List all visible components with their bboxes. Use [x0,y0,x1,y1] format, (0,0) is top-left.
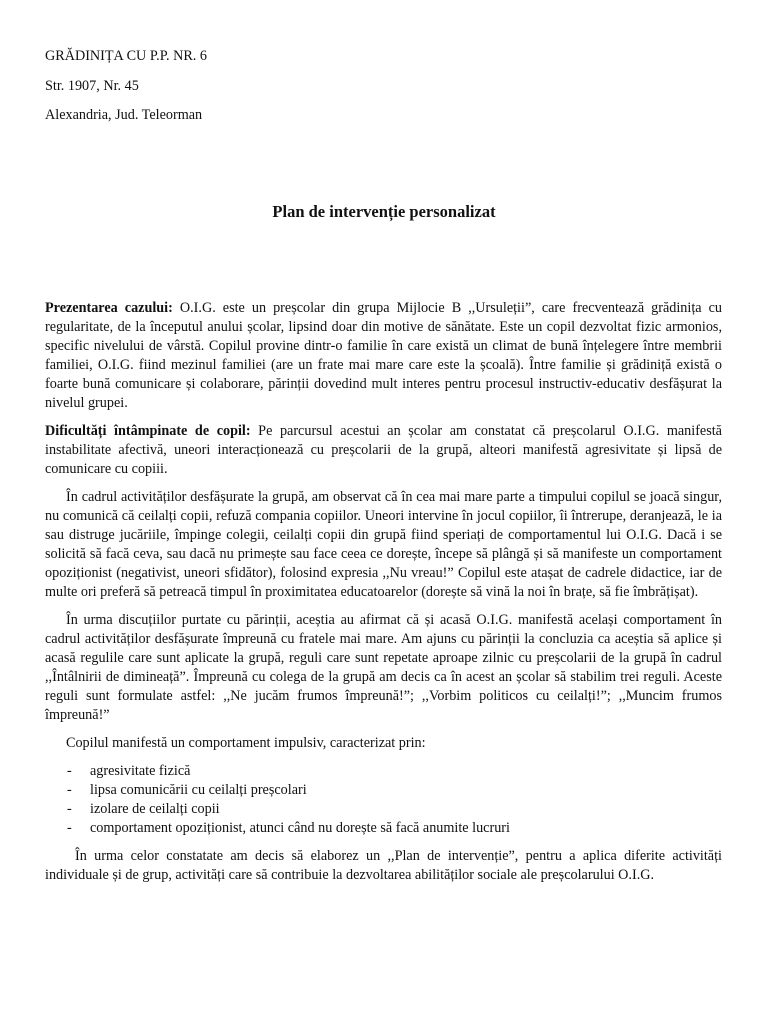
institution-city: Alexandria, Jud. Teleorman [45,107,203,123]
difficulties-text: Pe parcursul acestui an școlar am constatat că preșcolarul O.I.G. manifestă instabilitate afectivă, uneori interacționează cu preșcolarii de la grupă, alteori manifestă agresivitate și lipsă de comunicare cu copiii. [45,423,722,477]
case-presentation-text: O.I.G. este un preșcolar din grupa Mijlocie B ,,Ursuleții”, care frecventează grădinița cu regularitate, de la începutul anului școlar, lipsind doar din motive de sănătate. Este un copil dezvoltat fizic armonios, specific nivelului de vârstă. Copilul provine dintr-o familie în care există un climat de bună înțelegere între membrii familiei, O.I.G. fiind mezinul familiei (are un frate mai mare care este la școală). Între familie și grădiniță există o foarte bună comunicare și colaborare, părinții dovedind mult interes pentru procesul instructiv-educativ desfășurat la nivelul grupei. [45,300,722,411]
list-item: - lipsa comunicării cu ceilalți preșcolari [45,781,722,800]
parents-paragraph: În urma discuțiilor purtate cu părinții, aceștia au afirmat că și acasă O.I.G. manifestă același comportament în cadrul activităților desfășurate împreună cu fratele mai mare. Am ajuns cu părinții la concluzia ca aceștia să aplice și acasă regulile care sunt aplicate la grupă, reguli care sunt repetate aproape zilnic cu preșcolarii de la grupă în cadrul ,,Întâlnirii de dimineață”. Împreună cu colega de la grupă am decis ca în acest an școlar să stabilim trei reguli. Aceste reguli sunt formulate astfel: ,,Ne jucăm frumos împreună!”; ,,Vorbim politicos cu ceilalți!”; ,,Muncim frumos împreună!” [45,612,722,723]
difficulties-label: Dificultăți întâmpinate de copil: [45,423,251,439]
difficulties-paragraph [45,422,722,479]
behavior-list [45,762,722,838]
activities-paragraph: În cadrul activităților desfășurate la grupă, am observat că în cea mai mare parte a timpului copilul se joacă singur, nu comunică că ceilalți copii, refuză compania copiilor. Uneori intervine în jocul copiilor, îi întrerupe, deranjează, le ia sau distruge jucăriile, împinge colegii, ceilalți copii din grupă fiind speriați de comportamentul lui O.I.G. Dacă i se solicită să facă ceva, sau dacă nu primește sau face ceea ce dorește, începe să plângă și să manifeste un comportament opoziționist (negativist, uneori sfidător), folosind expresia ,,Nu vreau!” Copilul este atașat de cadrele didactice, iar de multe ori preferă să petreacă timpul în proximitatea educatoarelor (dorește să vină la noi în brațe, să fie îmbrățișat). [45,489,722,600]
case-presentation-paragraph [45,299,722,413]
institution-name: GRĂDINIȚA CU P.P. NR. 6 [45,48,207,64]
document-body [45,299,722,894]
list-item: - agresivitate fizică [45,762,722,781]
case-presentation-label: Prezentarea cazului: [45,300,173,316]
list-item: - izolare de ceilalți copii [45,800,722,819]
impulsive-intro: Copilul manifestă un comportament impulsiv, caracterizat prin: [66,735,426,751]
conclusion-paragraph: În urma celor constatate am decis să elaborez un ,,Plan de intervenție”, pentru a aplica diferite activități individuale și de grup, activități care să contribuie la dezvoltarea abilităților sociale ale preșcolarului O.I.G. [45,848,722,883]
document-title: Plan de intervenție personalizat [272,202,496,221]
list-item: - comportament opoziționist, atunci când nu dorește să facă anumite lucruri [45,819,722,838]
institution-street: Str. 1907, Nr. 45 [45,78,139,94]
